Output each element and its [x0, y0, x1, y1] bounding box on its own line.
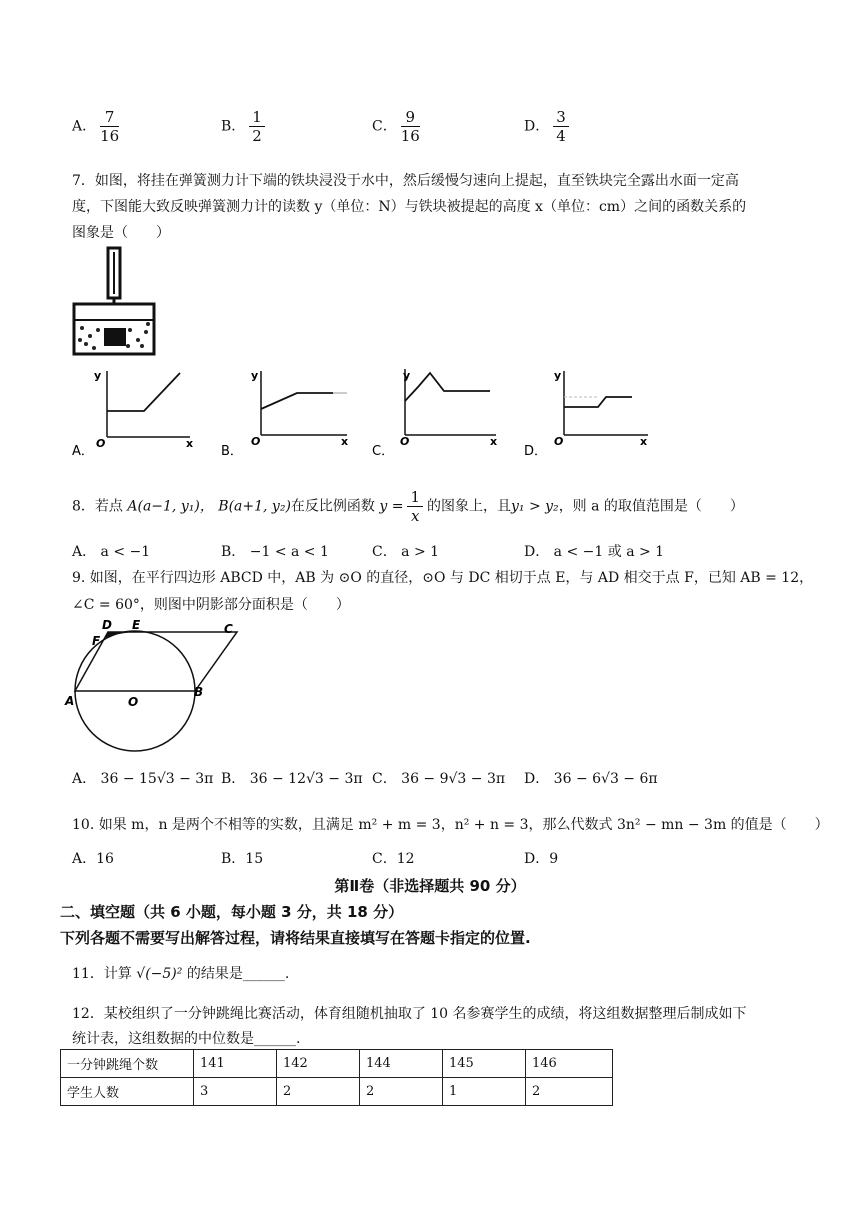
numerator: 7 [100, 108, 119, 127]
label-c: C [224, 622, 233, 636]
axis-x-label: x [640, 435, 648, 448]
numerator: 3 [553, 108, 569, 127]
q8-point-a: A(a−1, y₁)， [127, 498, 214, 515]
q7-text-line2: 度，下图能大致反映弹簧测力计的读数 y（单位：N）与铁块被提起的高度 x（单位：cm）之间的函数关系的 [72, 199, 747, 215]
origin-label: O [554, 435, 564, 448]
q7-graph-d [524, 365, 654, 460]
graph-letter: C． [372, 444, 395, 459]
axis-x-label: x [341, 435, 349, 448]
q9-geometry-figure [62, 614, 252, 756]
table-cell: 2 [277, 1078, 360, 1106]
q10-option-a: A．16 [72, 851, 114, 867]
q6-option-b [221, 108, 269, 145]
origin-label: O [96, 437, 106, 450]
part2-title: 第Ⅱ卷（非选择题共 90 分） [334, 877, 526, 895]
q6-option-a [72, 108, 123, 145]
q8-condition: y₁ > y₂ [511, 498, 559, 515]
section-title: 二、填空题（共 6 小题，每小题 3 分，共 18 分） [60, 903, 404, 921]
q8-option-c: C． a > 1 [372, 544, 440, 560]
q8-prefix: 8．若点 [72, 498, 123, 515]
q8-func-lhs: y = [379, 498, 404, 515]
q10-option-d: D．9 [524, 851, 559, 867]
label-o: O [128, 695, 139, 709]
q6-option-c [372, 108, 424, 145]
q8-text [72, 488, 744, 525]
q7-text-line1: 7．如图，将挂在弹簧测力计下端的铁块浸没于水中，然后缓慢匀速向上提起，直至铁块完全露出水面一定高 [72, 173, 739, 189]
table-cell: 3 [194, 1078, 277, 1106]
axis-y-label: y [94, 369, 102, 382]
label-b: B [194, 685, 204, 699]
q9-text-line1: 9. 如图，在平行四边形 ABCD 中，AB 为 ⊙O 的直径，⊙O 与 DC 相切于点 E，与 AD 相交于点 F，已知 AB = 12， [72, 570, 814, 586]
q9-option-a: A． 36 − 15√3 − 3π [72, 771, 214, 787]
q12-stats-table [60, 1049, 613, 1106]
origin-label: O [251, 435, 261, 448]
q8-point-b: B(a+1, y₂) [218, 498, 291, 515]
numerator: 1 [249, 108, 265, 127]
table-cell: 145 [443, 1050, 526, 1078]
q7-graph-b [221, 365, 351, 460]
fraction [100, 108, 119, 145]
graph-letter: A． [72, 444, 94, 459]
graph-letter: D． [524, 444, 548, 459]
section-instruction: 下列各题不需要写出解答过程，请将结果直接填写在答题卡指定的位置. [60, 929, 531, 947]
q8-suffix: ，则 a 的取值范围是（ ） [558, 498, 744, 515]
spring-scale-figure [72, 246, 158, 358]
table-row [61, 1050, 613, 1078]
axis-x-label: x [186, 437, 194, 450]
q11-text [72, 963, 289, 983]
denominator: x [410, 507, 420, 525]
table-cell: 2 [526, 1078, 613, 1106]
table-cell: 学生人数 [61, 1078, 194, 1106]
table-cell: 一分钟跳绳个数 [61, 1050, 194, 1078]
option-letter: D． [524, 118, 550, 135]
graph-letter: B． [221, 444, 243, 459]
q7-graph-a [72, 365, 197, 460]
q9-option-c: C． 36 − 9√3 − 3π [372, 771, 506, 787]
table-cell: 141 [194, 1050, 277, 1078]
q9-text-line2: ∠C = 60°，则图中阴影部分面积是（ ） [72, 597, 350, 613]
option-letter: C． [372, 118, 397, 135]
denominator: 2 [252, 127, 262, 145]
axis-y-label: y [251, 369, 259, 382]
q8-func-fraction [407, 488, 423, 525]
q8-option-d: D． a < −1 或 a > 1 [524, 544, 665, 560]
fraction [249, 108, 265, 145]
q12-text-line1: 12．某校组织了一分钟跳绳比赛活动，体育组随机抽取了 10 名参赛学生的成绩，将这组数据整理后制成如下 [72, 1006, 747, 1022]
fraction [401, 108, 420, 145]
table-cell: 1 [443, 1078, 526, 1106]
q7-graph-c [372, 365, 502, 460]
denominator: 16 [100, 127, 120, 145]
table-cell: 146 [526, 1050, 613, 1078]
label-e: E [132, 618, 141, 632]
table-cell: 142 [277, 1050, 360, 1078]
axis-x-label: x [490, 435, 498, 448]
q8-mid2: 的图象上，且 [427, 498, 511, 515]
table-cell: 2 [360, 1078, 443, 1106]
q12-text-line2: 统计表，这组数据的中位数是______. [72, 1031, 301, 1047]
q11-suffix: 的结果是______. [186, 966, 290, 982]
origin-label: O [400, 435, 410, 448]
q9-option-b: B． 36 − 12√3 − 3π [221, 771, 363, 787]
q11-prefix: 11．计算 [72, 966, 132, 982]
table-cell: 144 [360, 1050, 443, 1078]
q6-option-d [524, 108, 573, 145]
q8-mid: 在反比例函数 [290, 498, 375, 515]
q11-expression: √(−5)² [136, 966, 183, 982]
label-a: A [65, 694, 75, 708]
numerator: 1 [407, 488, 423, 507]
denominator: 16 [400, 127, 420, 145]
numerator: 9 [401, 108, 420, 127]
table-row [61, 1078, 613, 1106]
denominator: 4 [556, 127, 566, 145]
label-d: D [102, 618, 112, 632]
q8-option-a: A． a < −1 [72, 544, 151, 560]
label-f: F [92, 634, 101, 648]
q9-option-d: D． 36 − 6√3 − 6π [524, 771, 658, 787]
axis-y-label: y [554, 369, 562, 382]
q10-text: 10. 如果 m，n 是两个不相等的实数，且满足 m² + m = 3，n² + n = 3，那么代数式 3n² − mn − 3m 的值是（ ） [72, 817, 829, 833]
fraction [553, 108, 569, 145]
option-letter: A． [72, 118, 97, 135]
q10-option-c: C．12 [372, 851, 415, 867]
q7-text-line3: 图象是（ ） [72, 225, 170, 241]
axis-y-label: y [403, 369, 411, 382]
q10-option-b: B．15 [221, 851, 264, 867]
option-letter: B． [221, 118, 246, 135]
q8-option-b: B． −1 < a < 1 [221, 544, 329, 560]
